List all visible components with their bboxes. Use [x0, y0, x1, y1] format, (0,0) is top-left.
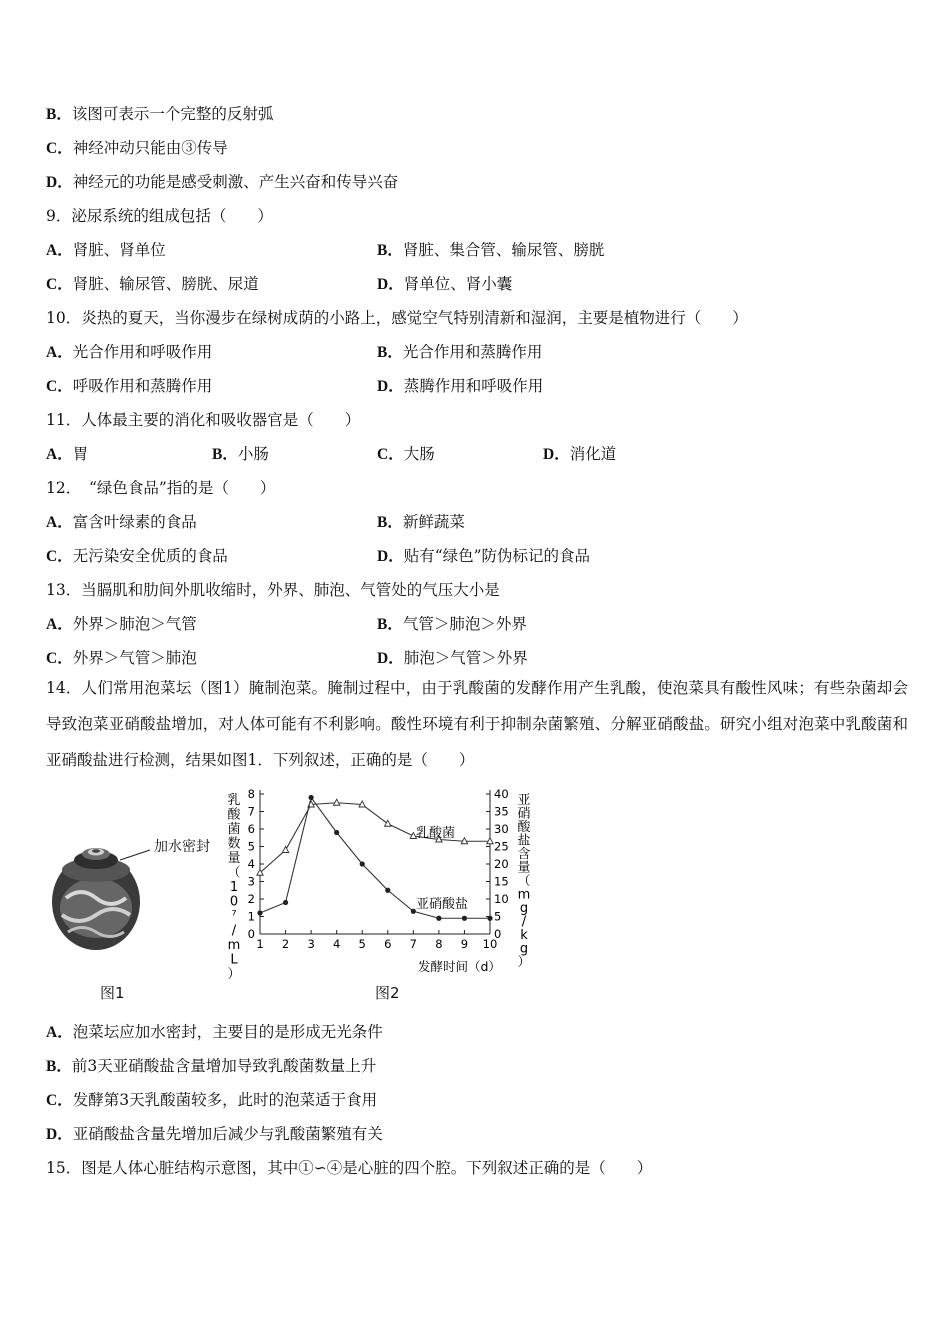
- option-text: 发酵第3天乳酸菌较多，此时的泡菜适于食用: [72, 1091, 378, 1109]
- option-label: A．: [46, 514, 73, 531]
- q13-option-c: [46, 646, 197, 668]
- y-left-tick-label: 0: [247, 927, 255, 941]
- x-axis-title: 发酵时间（d）: [418, 959, 501, 974]
- chart-axes: [248, 787, 509, 951]
- q9-stem: 9．泌尿系统的组成包括（ ）: [46, 207, 273, 225]
- q11-stem: 11．人体最主要的消化和吸收器官是（ ）: [46, 411, 361, 429]
- y-right-label: 亚硝酸盐含量（ m g / k g ）: [517, 793, 531, 970]
- option-text: 神经元的功能是感受刺激、产生兴奋和传导兴奋: [72, 173, 399, 191]
- option-label: A．: [46, 616, 73, 633]
- nitrite-point: [436, 916, 441, 921]
- q14-stem: 14．人们常用泡菜坛（图1）腌制泡菜。腌制过程中，由于乳酸菌的发酵作用产生乳酸，使泡菜具有酸性风味；有些杂菌却会导致泡菜亚硝酸盐增加，对人体可能有不利影响。酸性环境有利于抑制杂菌繁殖、分解亚硝酸盐。研究小组对泡菜中乳酸菌和亚硝酸盐进行检测，结果如图1．下列叙述，正确的是（ ）: [46, 679, 908, 769]
- option-label: C．: [46, 378, 73, 395]
- option-text: 消化道: [569, 445, 617, 463]
- option-text: 蒸腾作用和呼吸作用: [403, 377, 544, 395]
- option-text: 神经冲动只能由③传导: [72, 139, 228, 157]
- q14-option-d: [46, 1122, 383, 1144]
- option-label: D．: [46, 174, 73, 191]
- q9-option-c: [46, 272, 259, 294]
- nitrite-point: [385, 888, 390, 893]
- q12-option-d: [377, 544, 590, 566]
- option-text: 无污染安全优质的食品: [72, 547, 228, 565]
- q12-option-a: [46, 510, 197, 532]
- option-text: 肾脏、肾单位: [72, 241, 166, 259]
- q13-option-d: [377, 646, 528, 668]
- q13-option-b: [377, 612, 527, 634]
- x-tick-label: 7: [409, 937, 417, 951]
- q10-option-d: [377, 374, 543, 396]
- q11-option-b: [212, 442, 269, 464]
- q15-stem: 15．图是人体心脏结构示意图，其中①∽④是心脏的四个腔。下列叙述正确的是（ ）: [46, 1159, 653, 1177]
- left-axis-title: [227, 793, 241, 982]
- x-tick-label: 3: [307, 937, 315, 951]
- right-axis-title: [517, 793, 531, 970]
- q12-option-b: [377, 510, 465, 532]
- option-label: C．: [46, 650, 73, 667]
- figure2-caption: 图2: [375, 984, 400, 1002]
- option-label: B．: [377, 514, 403, 531]
- y-right-tick-label: 5: [494, 909, 502, 924]
- x-tick-label: 2: [281, 937, 290, 951]
- series-line-0: [260, 803, 490, 873]
- option-text: 肺泡＞气管＞外界: [403, 649, 528, 667]
- option-label: D．: [377, 276, 404, 293]
- option-text: 小肠: [237, 445, 269, 463]
- option-text: 肾单位、肾小囊: [403, 275, 513, 293]
- option-label: C．: [46, 140, 73, 157]
- q9-option-b: [377, 238, 604, 260]
- q13-option-a: [46, 612, 197, 634]
- pickle-jar-figure: [46, 790, 226, 1005]
- option-label: B．: [212, 446, 238, 463]
- option-text: 泡菜坛应加水密封，主要目的是形成无光条件: [72, 1023, 383, 1041]
- option-text: 气管＞肺泡＞外界: [402, 615, 527, 633]
- fermentation-chart: [220, 782, 540, 1007]
- option-text: 该图可表示一个完整的反射弧: [71, 105, 274, 123]
- x-tick-label: 9: [460, 937, 469, 951]
- q9-option-a: [46, 238, 166, 260]
- option-text: 大肠: [403, 445, 435, 463]
- q14-option-c: [46, 1088, 377, 1110]
- figure1-caption: 图1: [100, 984, 125, 1002]
- x-tick-label: 8: [435, 937, 443, 951]
- option-text: 肾脏、集合管、输尿管、膀胱: [402, 241, 605, 259]
- option-label: B．: [377, 616, 403, 633]
- q8-option-d: [46, 170, 398, 192]
- q9-option-d: [377, 272, 512, 294]
- y-left-tick-label: 8: [247, 787, 255, 801]
- q10-option-c: [46, 374, 212, 396]
- option-label: D．: [543, 446, 570, 463]
- option-label: B．: [377, 242, 403, 259]
- option-label: C．: [46, 276, 73, 293]
- q12-option-c: [46, 544, 228, 566]
- lactobacillus-point: [385, 820, 391, 826]
- lactobacillus-point: [333, 799, 339, 805]
- y-right-tick-label: 30: [494, 822, 509, 836]
- option-label: C．: [377, 446, 404, 463]
- lactobacillus-point: [282, 847, 288, 853]
- option-text: 外界＞气管＞肺泡: [72, 649, 197, 667]
- q8-option-c: [46, 136, 228, 158]
- y-left-tick-label: 1: [247, 909, 255, 924]
- option-text: 胃: [72, 445, 89, 463]
- option-text: 富含叶绿素的食品: [72, 513, 197, 531]
- q10-stem: 10．炎热的夏天，当你漫步在绿树成荫的小路上，感觉空气特别清新和湿润，主要是植物进行（ ）: [46, 309, 748, 327]
- nitrite-point: [309, 795, 314, 800]
- x-tick-label: 10: [482, 937, 498, 951]
- option-label: D．: [377, 378, 404, 395]
- y-left-tick-label: 2: [247, 892, 255, 906]
- x-tick-label: 5: [358, 937, 366, 951]
- q13-stem: 13．当膈肌和肋间外肌收缩时，外界、肺泡、气管处的气压大小是: [46, 581, 500, 599]
- q12-stem: 12． “绿色食品”指的是（ ）: [46, 479, 276, 497]
- option-label: D．: [377, 650, 404, 667]
- option-label: A．: [46, 242, 73, 259]
- q8-option-b: [46, 102, 273, 124]
- y-left-label: 乳酸菌数量（ 1 0 ⁷ / m L ）: [227, 793, 241, 982]
- option-text: 新鲜蔬菜: [402, 513, 465, 531]
- y-left-tick-label: 7: [247, 804, 255, 819]
- option-label: D．: [46, 1126, 73, 1143]
- y-right-tick-label: 25: [494, 839, 509, 854]
- y-right-tick-label: 40: [494, 787, 509, 801]
- y-left-tick-label: 3: [247, 874, 255, 889]
- q10-option-b: [377, 340, 542, 362]
- series-label-nitrite: 亚硝酸盐: [416, 897, 469, 912]
- q14-option-a: [46, 1020, 383, 1042]
- option-text: 光合作用和蒸腾作用: [402, 343, 543, 361]
- option-label: A．: [46, 1024, 73, 1041]
- chart-svg: [220, 782, 540, 1007]
- option-label: C．: [46, 1092, 73, 1109]
- y-right-tick-label: 10: [494, 892, 509, 906]
- nitrite-point: [360, 861, 365, 866]
- y-left-tick-label: 5: [247, 839, 255, 854]
- option-text: 贴有“绿色”防伪标记的食品: [403, 547, 591, 565]
- q11-option-a: [46, 442, 88, 464]
- series-label-lactobacillus: 乳酸菌: [416, 826, 456, 841]
- y-right-tick-label: 15: [494, 874, 509, 889]
- x-tick-label: 4: [333, 937, 341, 951]
- option-label: A．: [46, 344, 73, 361]
- nitrite-point: [487, 916, 492, 921]
- y-right-tick-label: 0: [494, 927, 502, 941]
- option-label: C．: [46, 548, 73, 565]
- jar-annotation: 加水密封: [154, 839, 210, 855]
- option-text: 外界＞肺泡＞气管: [72, 615, 197, 633]
- nitrite-point: [334, 830, 339, 835]
- y-left-tick-label: 6: [247, 822, 255, 836]
- x-tick-label: 6: [384, 937, 392, 951]
- option-label: A．: [46, 446, 73, 463]
- nitrite-point: [257, 910, 262, 915]
- option-label: B．: [377, 344, 403, 361]
- option-label: D．: [377, 548, 404, 565]
- option-text: 前3天亚硝酸盐含量增加导致乳酸菌数量上升: [71, 1057, 377, 1075]
- option-label: B．: [46, 1058, 72, 1075]
- y-right-tick-label: 35: [494, 804, 509, 819]
- y-left-tick-label: 4: [247, 857, 255, 871]
- option-text: 肾脏、输尿管、膀胱、尿道: [72, 275, 259, 293]
- x-tick-label: 1: [256, 937, 264, 951]
- option-label: B．: [46, 106, 72, 123]
- option-text: 呼吸作用和蒸腾作用: [72, 377, 213, 395]
- q10-option-a: [46, 340, 212, 362]
- nitrite-point: [462, 916, 467, 921]
- nitrite-point: [283, 900, 288, 905]
- q14-option-b: [46, 1054, 376, 1076]
- q11-option-c: [377, 442, 435, 464]
- pickle-jar-icon: [46, 790, 226, 1005]
- y-right-tick-label: 20: [494, 857, 509, 871]
- option-text: 光合作用和呼吸作用: [72, 343, 213, 361]
- q11-option-d: [543, 442, 616, 464]
- option-text: 亚硝酸盐含量先增加后减少与乳酸菌繁殖有关: [72, 1125, 383, 1143]
